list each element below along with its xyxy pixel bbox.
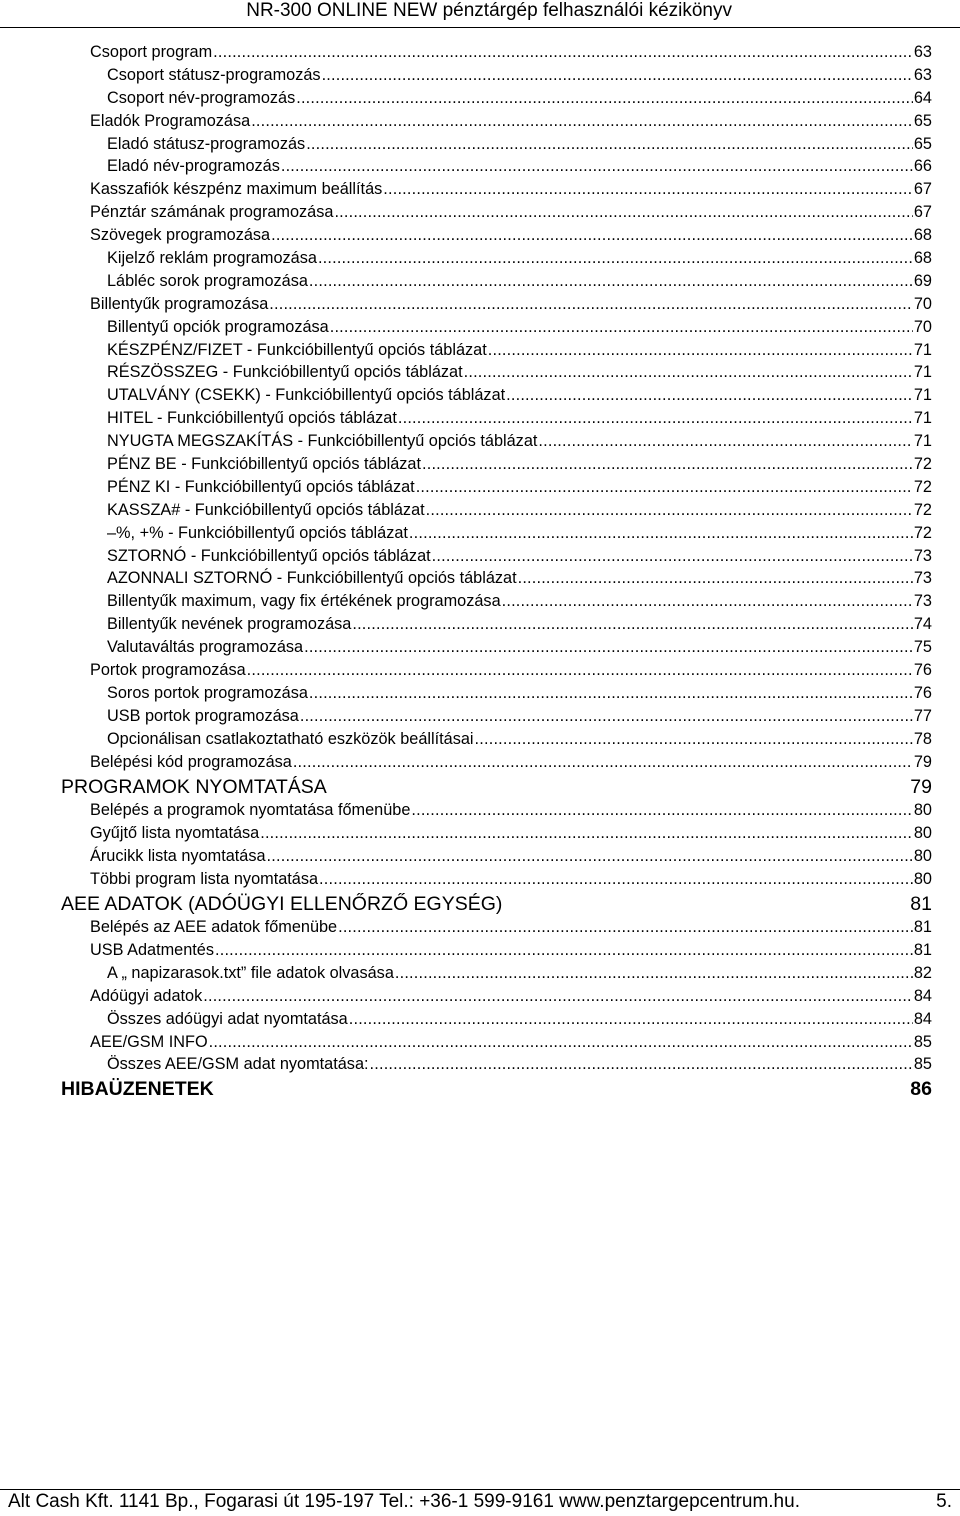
toc-entry[interactable] bbox=[0, 499, 960, 522]
toc-entry-title: HIBAÜZENETEK bbox=[61, 1078, 214, 1101]
toc-entry-title: Belépés az AEE adatok főmenübe bbox=[90, 918, 338, 937]
toc-entry-title: PÉNZ KI - Funkcióbillentyű opciós táblázat bbox=[107, 477, 415, 496]
toc-chapter-entry[interactable] bbox=[0, 775, 960, 800]
toc-entry-page: 72 bbox=[913, 500, 932, 519]
toc-entry-page: 80 bbox=[913, 823, 932, 842]
toc-entry-page: 80 bbox=[913, 801, 932, 819]
toc-entry-page: 76 bbox=[913, 683, 932, 702]
dot-leader bbox=[293, 751, 913, 774]
toc-entry[interactable] bbox=[0, 868, 960, 891]
toc-entry-title: Eladó név-programozás bbox=[107, 157, 280, 176]
toc-entry[interactable] bbox=[0, 247, 960, 270]
toc-entry-title: Kijelző reklám programozása bbox=[107, 249, 317, 268]
toc-entry[interactable] bbox=[0, 705, 960, 728]
toc-entry-page: 66 bbox=[913, 157, 932, 176]
dot-leader bbox=[267, 845, 913, 868]
toc-entry[interactable] bbox=[0, 407, 960, 430]
toc-entry[interactable] bbox=[0, 110, 960, 133]
toc-entry[interactable] bbox=[0, 728, 960, 751]
toc-entry[interactable] bbox=[0, 384, 960, 407]
toc-entry-title: PÉNZ BE - Funkcióbillentyű opciós táblázat bbox=[107, 455, 422, 474]
toc-entry-page: 80 bbox=[913, 869, 932, 888]
toc-entry-title: Csoport név-programozás bbox=[107, 88, 296, 107]
running-header bbox=[0, 0, 960, 28]
dot-leader bbox=[352, 613, 913, 636]
toc-entry[interactable] bbox=[0, 316, 960, 339]
toc-entry-page: 76 bbox=[913, 661, 932, 680]
dot-leader bbox=[518, 567, 913, 590]
dot-leader bbox=[296, 87, 913, 110]
toc-entry-title: Eladó státusz-programozás bbox=[107, 134, 306, 153]
toc-entry-page: 65 bbox=[913, 111, 932, 130]
toc-entry-title: AZONNALI SZTORNÓ - Funkcióbillentyű opciós táblázat bbox=[107, 569, 517, 588]
dot-leader bbox=[432, 545, 913, 568]
toc-entry-title: KÉSZPÉNZ/FIZET - Funkcióbillentyű opciós táblázat bbox=[107, 340, 487, 359]
toc-entry-page: 67 bbox=[913, 180, 932, 199]
toc-entry[interactable] bbox=[0, 799, 960, 822]
dot-leader bbox=[251, 110, 913, 133]
toc-entry-page: 64 bbox=[913, 88, 932, 107]
dot-leader bbox=[464, 361, 913, 384]
toc-entry-page: 69 bbox=[913, 271, 932, 290]
toc-entry-page: 84 bbox=[913, 1009, 932, 1028]
toc-entry-title: Soros portok programozása bbox=[107, 683, 308, 702]
dot-leader bbox=[398, 407, 913, 430]
toc-entry[interactable] bbox=[0, 1008, 960, 1031]
dot-leader bbox=[422, 453, 913, 476]
toc-entry-title: USB Adatmentés bbox=[90, 940, 214, 959]
toc-entry[interactable] bbox=[0, 613, 960, 636]
toc-entry-page: 79 bbox=[910, 775, 932, 798]
toc-entry-title: AEE ADATOK (ADÓÜGYI ELLENŐRZŐ EGYSÉG) bbox=[61, 892, 503, 915]
toc-chapter-entry[interactable] bbox=[0, 1077, 960, 1102]
toc-entry-title: Portok programozása bbox=[90, 661, 246, 680]
toc-entry[interactable] bbox=[0, 339, 960, 362]
toc-entry[interactable] bbox=[0, 751, 960, 774]
toc-entry[interactable] bbox=[0, 155, 960, 178]
toc-entry-title: Gyűjtő lista nyomtatása bbox=[90, 823, 260, 842]
dot-leader bbox=[309, 270, 913, 293]
toc-entry-title: Billentyűk programozása bbox=[90, 294, 269, 313]
toc-entry-page: 73 bbox=[913, 546, 932, 565]
toc-entry-page: 63 bbox=[913, 65, 932, 84]
dot-leader bbox=[309, 682, 913, 705]
toc-entry[interactable] bbox=[0, 1053, 960, 1076]
toc-entry-title: PROGRAMOK NYOMTATÁSA bbox=[61, 775, 327, 798]
toc-entry-page: 82 bbox=[913, 963, 932, 982]
toc-entry[interactable] bbox=[0, 522, 960, 545]
toc-entry[interactable] bbox=[0, 453, 960, 476]
toc-entry-title: Eladók Programozása bbox=[90, 111, 251, 130]
dot-leader bbox=[395, 962, 913, 985]
toc-entry-title: Belépés a programok nyomtatása főmenübe bbox=[90, 801, 411, 819]
footer-page-number: 5. bbox=[936, 1491, 952, 1512]
dot-leader bbox=[338, 916, 913, 939]
toc-entry-title: Többi program lista nyomtatása bbox=[90, 869, 319, 888]
toc-entry[interactable] bbox=[0, 87, 960, 110]
toc-entry-page: 71 bbox=[913, 432, 932, 451]
toc-entry[interactable] bbox=[0, 293, 960, 316]
toc-entry[interactable] bbox=[0, 430, 960, 453]
dot-leader bbox=[370, 1053, 913, 1076]
toc-entry[interactable] bbox=[0, 822, 960, 845]
dot-leader bbox=[318, 247, 913, 270]
toc-entry-title: RÉSZÖSSZEG - Funkcióbillentyű opciós táblázat bbox=[107, 363, 463, 382]
dot-leader bbox=[349, 1008, 913, 1031]
table-of-contents bbox=[0, 41, 960, 1102]
toc-entry[interactable] bbox=[0, 133, 960, 156]
toc-entry[interactable] bbox=[0, 224, 960, 247]
toc-entry-page: 71 bbox=[913, 340, 932, 359]
toc-entry[interactable] bbox=[0, 845, 960, 868]
toc-entry-page: 72 bbox=[913, 477, 932, 496]
dot-leader bbox=[260, 822, 913, 845]
toc-entry-title: Szövegek programozása bbox=[90, 226, 271, 245]
dot-leader bbox=[213, 41, 913, 64]
toc-entry-title: A „ napizarasok.txt” file adatok olvasása bbox=[107, 963, 394, 982]
toc-entry-title: Pénztár számának programozása bbox=[90, 203, 334, 222]
toc-entry-page: 79 bbox=[913, 752, 932, 771]
toc-entry-page: 86 bbox=[910, 1078, 932, 1101]
toc-entry-page: 70 bbox=[913, 317, 932, 336]
toc-entry-page: 70 bbox=[913, 294, 932, 313]
toc-entry[interactable] bbox=[0, 64, 960, 87]
dot-leader bbox=[304, 636, 913, 659]
toc-entry-title: Összes AEE/GSM adat nyomtatása: bbox=[107, 1055, 369, 1074]
toc-entry-page: 68 bbox=[913, 226, 932, 245]
toc-entry[interactable] bbox=[0, 361, 960, 384]
toc-entry[interactable] bbox=[0, 41, 960, 64]
toc-entry-title: USB portok programozása bbox=[107, 706, 299, 725]
toc-entry-page: 67 bbox=[913, 203, 932, 222]
dot-leader bbox=[306, 133, 913, 156]
toc-entry-page: 81 bbox=[913, 940, 932, 959]
toc-entry-title: SZTORNÓ - Funkcióbillentyű opciós táblázat bbox=[107, 546, 431, 565]
toc-entry-title: KASSZA# - Funkcióbillentyű opciós táblázat bbox=[107, 500, 425, 519]
toc-entry-title: Opcionálisan csatlakoztatható eszközök beállításai bbox=[107, 729, 474, 748]
toc-entry-page: 84 bbox=[913, 986, 932, 1005]
toc-entry-title: Belépési kód programozása bbox=[90, 752, 292, 771]
toc-entry[interactable] bbox=[0, 659, 960, 682]
toc-entry[interactable] bbox=[0, 636, 960, 659]
dot-leader bbox=[271, 224, 913, 247]
toc-entry-title: Összes adóügyi adat nyomtatása bbox=[107, 1009, 348, 1028]
toc-entry-title: Valutaváltás programozása bbox=[107, 638, 304, 657]
toc-entry-page: 72 bbox=[913, 455, 932, 474]
toc-entry-title: Billentyűk maximum, vagy fix értékének programozása bbox=[107, 592, 501, 611]
toc-entry[interactable] bbox=[0, 545, 960, 568]
dot-leader bbox=[300, 705, 913, 728]
toc-entry-title: UTALVÁNY (CSEKK) - Funkcióbillentyű opciós táblázat bbox=[107, 386, 506, 405]
running-footer bbox=[0, 1489, 960, 1516]
dot-leader bbox=[538, 430, 912, 453]
toc-entry[interactable] bbox=[0, 962, 960, 985]
toc-entry-page: 71 bbox=[913, 363, 932, 382]
dot-leader bbox=[247, 659, 913, 682]
toc-entry-page: 74 bbox=[913, 615, 932, 634]
toc-entry[interactable] bbox=[0, 590, 960, 613]
toc-entry-title: NYUGTA MEGSZAKÍTÁS - Funkcióbillentyű opciós táblázat bbox=[107, 432, 538, 451]
toc-entry[interactable] bbox=[0, 567, 960, 590]
toc-entry[interactable] bbox=[0, 1031, 960, 1054]
toc-entry-page: 65 bbox=[913, 134, 932, 153]
toc-entry-page: 81 bbox=[913, 918, 932, 937]
toc-entry[interactable] bbox=[0, 476, 960, 499]
toc-entry-page: 73 bbox=[913, 569, 932, 588]
dot-leader bbox=[215, 939, 913, 962]
toc-entry[interactable] bbox=[0, 939, 960, 962]
dot-leader bbox=[209, 1031, 913, 1054]
toc-entry-title: Kasszafiók készpénz maximum beállítás bbox=[90, 180, 383, 199]
toc-entry-title: HITEL - Funkcióbillentyű opciós táblázat bbox=[107, 409, 397, 428]
dot-leader bbox=[322, 64, 913, 87]
toc-entry-page: 75 bbox=[913, 638, 932, 657]
toc-entry-title: –%, +% - Funkcióbillentyű opciós táblázat bbox=[107, 523, 408, 542]
manual-title: NR-300 ONLINE NEW pénztárgép felhasználói kézikönyv bbox=[246, 0, 732, 21]
toc-entry-title: AEE/GSM INFO bbox=[90, 1032, 208, 1051]
dot-leader bbox=[426, 499, 913, 522]
dot-leader bbox=[409, 522, 913, 545]
toc-entry-page: 81 bbox=[910, 892, 932, 915]
dot-leader bbox=[383, 178, 913, 201]
toc-entry-title: Csoport program bbox=[90, 43, 213, 61]
toc-entry[interactable] bbox=[0, 682, 960, 705]
toc-entry-page: 72 bbox=[913, 523, 932, 542]
toc-entry-title: Billentyűk nevének programozása bbox=[107, 615, 352, 634]
toc-entry-title: Adóügyi adatok bbox=[90, 986, 203, 1005]
dot-leader bbox=[269, 293, 913, 316]
dot-leader bbox=[502, 590, 913, 613]
toc-entry[interactable] bbox=[0, 985, 960, 1008]
toc-entry[interactable] bbox=[0, 270, 960, 293]
dot-leader bbox=[330, 316, 913, 339]
toc-entry-page: 71 bbox=[913, 409, 932, 428]
toc-entry-page: 71 bbox=[913, 386, 932, 405]
dot-leader bbox=[475, 728, 913, 751]
dot-leader bbox=[416, 476, 913, 499]
toc-entry-page: 85 bbox=[913, 1032, 932, 1051]
toc-entry-page: 80 bbox=[913, 846, 932, 865]
toc-chapter-entry[interactable] bbox=[0, 892, 960, 917]
dot-leader bbox=[203, 985, 913, 1008]
dot-leader bbox=[334, 201, 912, 224]
toc-entry-page: 68 bbox=[913, 249, 932, 268]
footer-contact: Alt Cash Kft. 1141 Bp., Fogarasi út 195-197 Tel.: +36-1 599-9161 www.penztargepcentrum.hu. bbox=[8, 1491, 800, 1512]
toc-entry-title: Billentyű opciók programozása bbox=[107, 317, 329, 336]
toc-entry-page: 85 bbox=[913, 1055, 932, 1074]
toc-entry-page: 63 bbox=[913, 43, 932, 61]
toc-entry-page: 78 bbox=[913, 729, 932, 748]
toc-entry-page: 73 bbox=[913, 592, 932, 611]
dot-leader bbox=[319, 868, 913, 891]
toc-entry-title: Árucikk lista nyomtatása bbox=[90, 846, 266, 865]
toc-entry[interactable] bbox=[0, 201, 960, 224]
dot-leader bbox=[488, 339, 913, 362]
toc-entry-title: Csoport státusz-programozás bbox=[107, 65, 321, 84]
toc-entry[interactable] bbox=[0, 916, 960, 939]
dot-leader bbox=[411, 799, 912, 822]
dot-leader bbox=[506, 384, 913, 407]
toc-entry-page: 77 bbox=[913, 706, 932, 725]
toc-entry[interactable] bbox=[0, 178, 960, 201]
dot-leader bbox=[281, 155, 913, 178]
toc-entry-title: Lábléc sorok programozása bbox=[107, 271, 308, 290]
